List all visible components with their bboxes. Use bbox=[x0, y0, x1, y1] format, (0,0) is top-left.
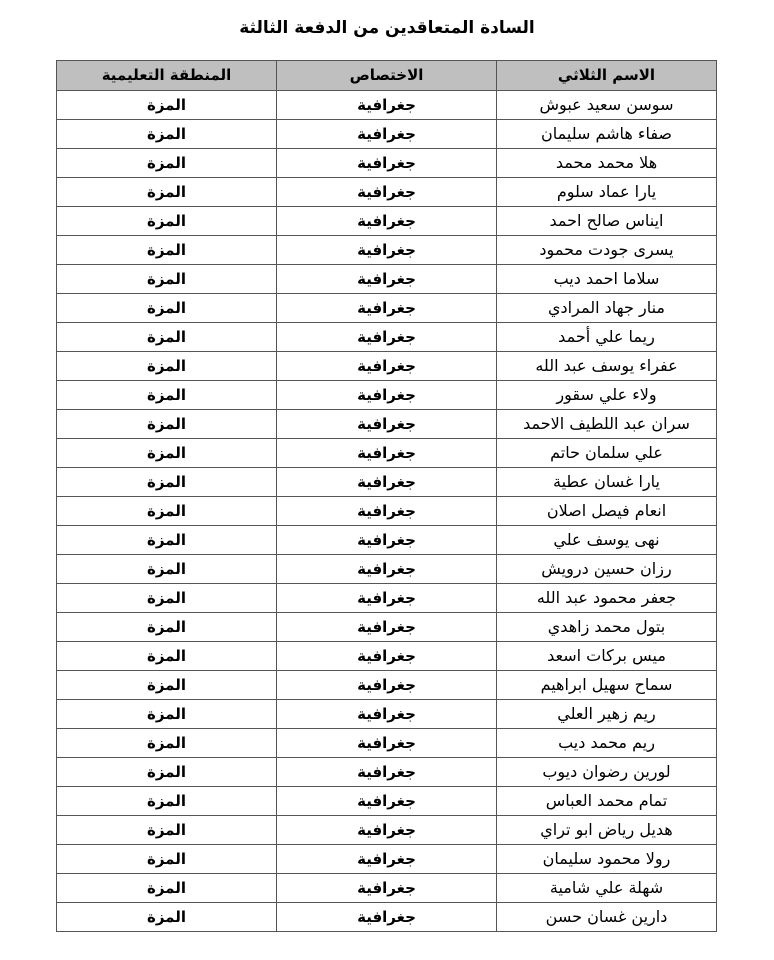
contractors-table bbox=[56, 60, 717, 932]
cell-specialty: جغرافية bbox=[277, 816, 497, 845]
cell-name: دارين غسان حسن bbox=[497, 903, 717, 932]
cell-name: هديل رياض ابو تراي bbox=[497, 816, 717, 845]
table-row bbox=[57, 642, 717, 671]
cell-name: جعفر محمود عبد الله bbox=[497, 584, 717, 613]
cell-specialty: جغرافية bbox=[277, 207, 497, 236]
page-title: السادة المتعاقدين من الدفعة الثالثة bbox=[239, 18, 535, 38]
cell-name: صفاء هاشم سليمان bbox=[497, 120, 717, 149]
cell-specialty: جغرافية bbox=[277, 439, 497, 468]
table-row bbox=[57, 700, 717, 729]
cell-specialty: جغرافية bbox=[277, 323, 497, 352]
cell-specialty: جغرافية bbox=[277, 468, 497, 497]
cell-region: المزة bbox=[57, 729, 277, 758]
cell-name: يارا غسان عطية bbox=[497, 468, 717, 497]
cell-region: المزة bbox=[57, 613, 277, 642]
table-row bbox=[57, 787, 717, 816]
table-row bbox=[57, 729, 717, 758]
cell-name: رزان حسين درويش bbox=[497, 555, 717, 584]
cell-specialty: جغرافية bbox=[277, 149, 497, 178]
table-row bbox=[57, 178, 717, 207]
cell-region: المزة bbox=[57, 555, 277, 584]
cell-name: تمام محمد العباس bbox=[497, 787, 717, 816]
table-row bbox=[57, 613, 717, 642]
cell-region: المزة bbox=[57, 903, 277, 932]
cell-region: المزة bbox=[57, 845, 277, 874]
cell-name: ريما علي أحمد bbox=[497, 323, 717, 352]
cell-region: المزة bbox=[57, 642, 277, 671]
header-region: المنطقة التعليمية bbox=[57, 61, 277, 91]
table-row bbox=[57, 758, 717, 787]
cell-name: هلا محمد محمد bbox=[497, 149, 717, 178]
table-row bbox=[57, 352, 717, 381]
cell-name: ريم زهير العلي bbox=[497, 700, 717, 729]
cell-specialty: جغرافية bbox=[277, 120, 497, 149]
cell-region: المزة bbox=[57, 294, 277, 323]
cell-region: المزة bbox=[57, 671, 277, 700]
contractors-table-container bbox=[56, 60, 716, 932]
cell-region: المزة bbox=[57, 91, 277, 120]
cell-specialty: جغرافية bbox=[277, 729, 497, 758]
cell-region: المزة bbox=[57, 787, 277, 816]
table-row bbox=[57, 294, 717, 323]
table-row bbox=[57, 874, 717, 903]
table-row bbox=[57, 845, 717, 874]
table-row bbox=[57, 555, 717, 584]
cell-region: المزة bbox=[57, 149, 277, 178]
cell-region: المزة bbox=[57, 352, 277, 381]
table-row bbox=[57, 468, 717, 497]
table-row bbox=[57, 439, 717, 468]
cell-specialty: جغرافية bbox=[277, 671, 497, 700]
cell-region: المزة bbox=[57, 874, 277, 903]
cell-specialty: جغرافية bbox=[277, 787, 497, 816]
cell-name: ولاء علي سقور bbox=[497, 381, 717, 410]
cell-specialty: جغرافية bbox=[277, 903, 497, 932]
cell-specialty: جغرافية bbox=[277, 352, 497, 381]
table-row bbox=[57, 149, 717, 178]
cell-specialty: جغرافية bbox=[277, 236, 497, 265]
cell-specialty: جغرافية bbox=[277, 584, 497, 613]
cell-name: علي سلمان حاتم bbox=[497, 439, 717, 468]
cell-specialty: جغرافية bbox=[277, 178, 497, 207]
cell-region: المزة bbox=[57, 236, 277, 265]
cell-specialty: جغرافية bbox=[277, 265, 497, 294]
cell-region: المزة bbox=[57, 381, 277, 410]
cell-region: المزة bbox=[57, 526, 277, 555]
table-row bbox=[57, 584, 717, 613]
cell-region: المزة bbox=[57, 207, 277, 236]
cell-region: المزة bbox=[57, 120, 277, 149]
cell-specialty: جغرافية bbox=[277, 700, 497, 729]
table-row bbox=[57, 497, 717, 526]
cell-region: المزة bbox=[57, 439, 277, 468]
cell-region: المزة bbox=[57, 816, 277, 845]
cell-specialty: جغرافية bbox=[277, 91, 497, 120]
header-name: الاسم الثلاثي bbox=[497, 61, 717, 91]
cell-region: المزة bbox=[57, 178, 277, 207]
cell-specialty: جغرافية bbox=[277, 555, 497, 584]
cell-specialty: جغرافية bbox=[277, 758, 497, 787]
table-row bbox=[57, 91, 717, 120]
cell-name: عفراء يوسف عبد الله bbox=[497, 352, 717, 381]
table-row bbox=[57, 381, 717, 410]
table-row bbox=[57, 265, 717, 294]
cell-region: المزة bbox=[57, 468, 277, 497]
cell-name: رولا محمود سليمان bbox=[497, 845, 717, 874]
cell-name: بتول محمد زاهدي bbox=[497, 613, 717, 642]
table-row bbox=[57, 236, 717, 265]
cell-name: ميس بركات اسعد bbox=[497, 642, 717, 671]
cell-specialty: جغرافية bbox=[277, 294, 497, 323]
cell-name: ريم محمد ديب bbox=[497, 729, 717, 758]
cell-specialty: جغرافية bbox=[277, 874, 497, 903]
table-row bbox=[57, 671, 717, 700]
header-specialty: الاختصاص bbox=[277, 61, 497, 91]
table-header-row bbox=[57, 61, 717, 91]
cell-name: سران عبد اللطيف الاحمد bbox=[497, 410, 717, 439]
table-body bbox=[57, 91, 717, 932]
cell-specialty: جغرافية bbox=[277, 613, 497, 642]
table-row bbox=[57, 816, 717, 845]
cell-region: المزة bbox=[57, 497, 277, 526]
cell-region: المزة bbox=[57, 410, 277, 439]
cell-specialty: جغرافية bbox=[277, 526, 497, 555]
cell-region: المزة bbox=[57, 700, 277, 729]
table-row bbox=[57, 207, 717, 236]
cell-name: يسرى جودت محمود bbox=[497, 236, 717, 265]
table-row bbox=[57, 120, 717, 149]
cell-name: منار جهاد المرادي bbox=[497, 294, 717, 323]
cell-region: المزة bbox=[57, 584, 277, 613]
cell-name: نهى يوسف علي bbox=[497, 526, 717, 555]
cell-name: ايناس صالح احمد bbox=[497, 207, 717, 236]
table-row bbox=[57, 903, 717, 932]
cell-specialty: جغرافية bbox=[277, 642, 497, 671]
cell-region: المزة bbox=[57, 758, 277, 787]
table-row bbox=[57, 526, 717, 555]
cell-name: سوسن سعيد عبوش bbox=[497, 91, 717, 120]
cell-name: سماح سهيل ابراهيم bbox=[497, 671, 717, 700]
cell-specialty: جغرافية bbox=[277, 381, 497, 410]
cell-specialty: جغرافية bbox=[277, 410, 497, 439]
cell-specialty: جغرافية bbox=[277, 497, 497, 526]
cell-name: يارا عماد سلوم bbox=[497, 178, 717, 207]
cell-name: انعام فيصل اصلان bbox=[497, 497, 717, 526]
cell-specialty: جغرافية bbox=[277, 845, 497, 874]
cell-region: المزة bbox=[57, 265, 277, 294]
cell-region: المزة bbox=[57, 323, 277, 352]
cell-name: شهلة علي شامية bbox=[497, 874, 717, 903]
cell-name: لورين رضوان ديوب bbox=[497, 758, 717, 787]
table-row bbox=[57, 410, 717, 439]
table-row bbox=[57, 323, 717, 352]
cell-name: سلاما احمد ديب bbox=[497, 265, 717, 294]
